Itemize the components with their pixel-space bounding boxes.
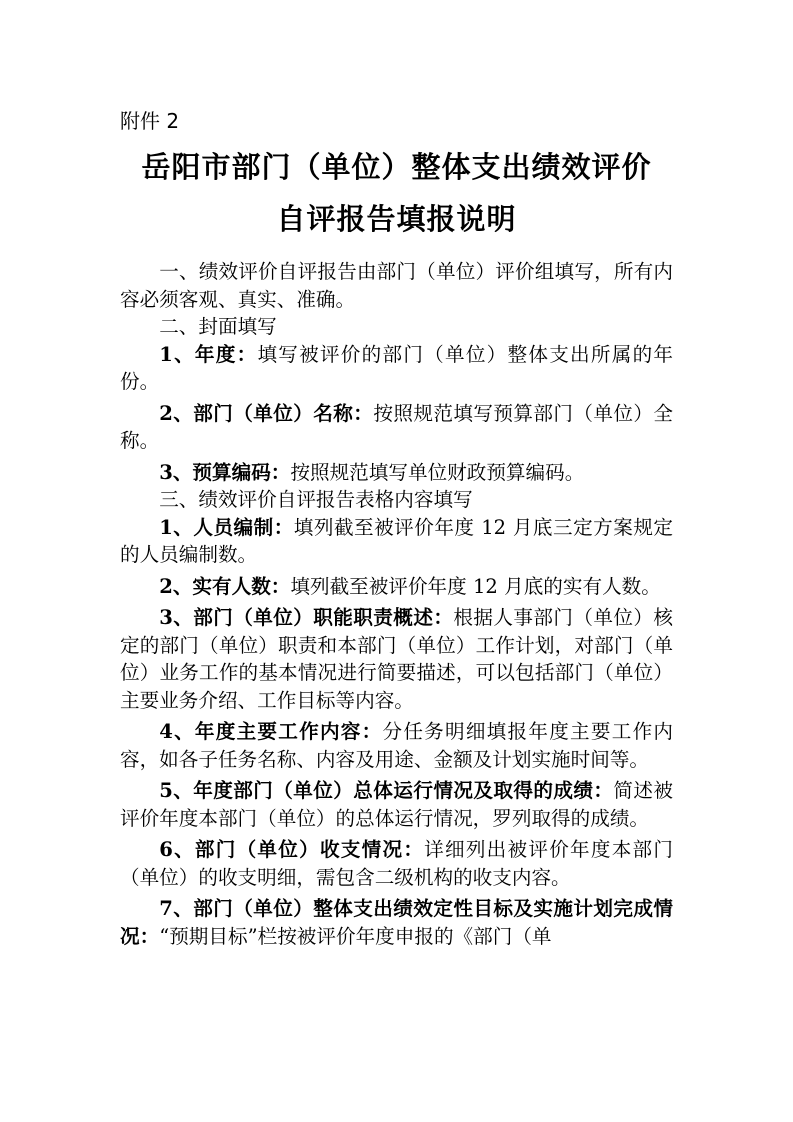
document-title-line1: 岳阳市部门（单位）整体支出绩效评价: [141, 150, 652, 184]
attachment-label: 附件 2: [120, 109, 180, 133]
paragraph: 3、部门（单位）职能职责概述：根据人事部门（单位）核定的部门（单位）职责和本部门（单位）工作计划，对部门（单位）业务工作的基本情况进行简要描述，可以包括部门（单位）主要业务介绍、工作目标等内容。: [120, 606, 674, 712]
document-body: [120, 258, 673, 950]
paragraph: 7、部门（单位）整体支出绩效定性目标及实施计划完成情况：“预期目标”栏按被评价年度申报的《部门（单: [120, 897, 673, 948]
document-title-line2: 自评报告填报说明: [276, 202, 517, 236]
paragraph: 3、预算编码：按照规范填写单位财政预算编码。: [159, 460, 585, 484]
paragraph: 二、封面填写: [159, 315, 277, 338]
paragraph: 5、年度部门（单位）总体运行情况及取得的成绩：简述被评价年度本部门（单位）的总体运行情况，罗列取得的成绩。: [120, 779, 673, 830]
paragraph: 1、年度：填写被评价的部门（单位）整体支出所属的年份。: [120, 342, 674, 393]
paragraph: 4、年度主要工作内容：分任务明细填报年度主要工作内容，如各子任务名称、内容及用途、金额及计划实施时间等。: [120, 720, 674, 771]
paragraph: 6、部门（单位）收支情况：详细列出被评价年度本部门（单位）的收支明细，需包含二级机构的收支内容。: [120, 838, 673, 889]
paragraph: 2、部门（单位）名称：按照规范填写预算部门（单位）全称。: [120, 401, 674, 452]
paragraph: 一、绩效评价自评报告由部门（单位）评价组填写，所有内容必须客观、真实、准确。: [120, 260, 673, 311]
paragraph: 2、实有人数：填列截至被评价年度 12 月底的实有人数。: [159, 574, 661, 598]
paragraph: 三、绩效评价自评报告表格内容填写: [159, 488, 473, 511]
paragraph: 1、人员编制：填列截至被评价年度 12 月底三定方案规定的人员编制数。: [120, 515, 673, 566]
